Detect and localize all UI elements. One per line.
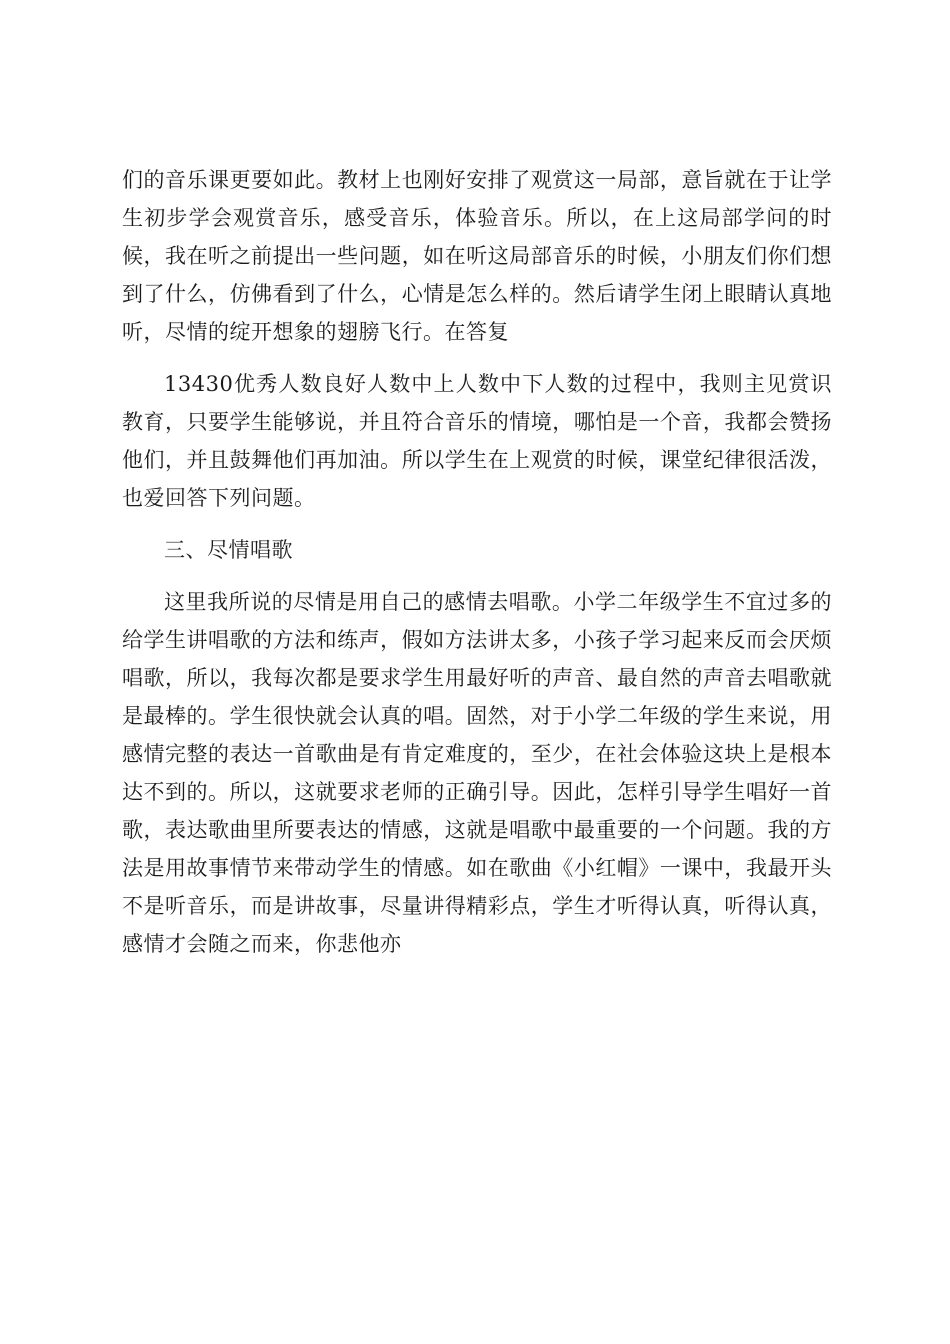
section-heading-singing: 三、尽情唱歌 [164,538,293,562]
paragraph-appreciation-education: 13430优秀人数良好人数中上人数中下人数的过程中，我则主见赏识教育，只要学生能够说，并且符合音乐的情境，哪怕是一个音，我都会赞扬他们，并且鼓舞他们再加油。所以学生在上观赏的时候，课堂纪律很活泼，也爱回答下列问题。 [122,372,832,510]
paragraph-singing-method: 这里我所说的尽情是用自己的感情去唱歌。小学二年级学生不宜过多的给学生讲唱歌的方法和练声，假如方法讲太多，小孩子学习起来反而会厌烦唱歌，所以，我每次都是要求学生用最好听的声音、最自然的声音去唱歌就是最棒的。学生很快就会认真的唱。固然，对于小学二年级的学生来说，用感情完整的表达一首歌曲是有肯定难度的，至少，在社会体验这块上是根本达不到的。所以，这就要求老师的正确引导。因此，怎样引导学生唱好一首歌，表达歌曲里所要表达的情感，这就是唱歌中最重要的一个问题。我的方法是用故事情节来带动学生的情感。如在歌曲《小红帽》一课中，我最开头不是听音乐，而是讲故事，尽量讲得精彩点，学生才听得认真，听得认真，感情才会随之而来，你悲他亦 [122,590,832,956]
paragraph-continuation: 们的音乐课更要如此。教材上也刚好安排了观赏这一局部，意旨就在于让学生初步学会观赏音乐，感受音乐，体验音乐。所以，在上这局部学问的时候，我在听之前提出一些问题，如在听这局部音乐的时候，小朋友们你们想到了什么，仿佛看到了什么，心情是怎么样的。然后请学生闭上眼睛认真地听，尽情的绽开想象的翅膀飞行。在答复 [122,168,832,344]
document-body [122,161,832,977]
